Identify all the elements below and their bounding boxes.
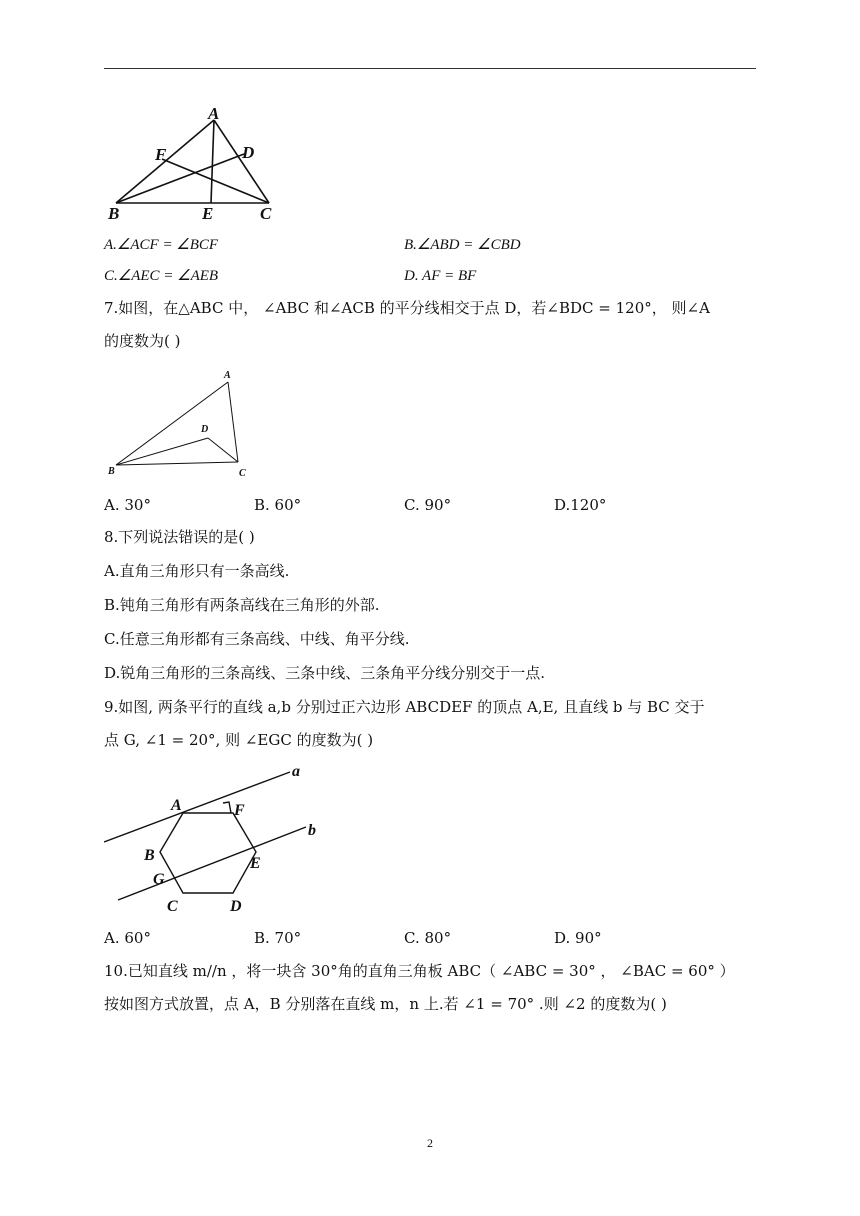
q10-stem-line2: 按如图方式放置，点 A，B 分别落在直线 m，n 上.若 ∠1 = 70° .则 ∠2 的度数为( )	[104, 995, 667, 1013]
q8-stem: 8.下列说法错误的是( )	[104, 528, 255, 546]
q7-stem-line2: 的度数为( )	[104, 332, 181, 350]
fig1-label-C: C	[260, 204, 272, 223]
fig3-label-C: C	[167, 898, 178, 915]
fig1-label-B: B	[108, 204, 120, 223]
fig1-label-E: E	[202, 204, 214, 223]
q6-option-a: A.∠ACF = ∠BCF	[104, 237, 219, 253]
q9-option-c: C. 80°	[404, 929, 452, 947]
page-number: 2	[427, 1136, 433, 1150]
fig3-label-A: A	[171, 797, 182, 814]
q7-option-a: A. 30°	[104, 496, 151, 514]
fig3-label-a: a	[292, 763, 300, 780]
q6-option-d: D. AF = BF	[404, 268, 477, 284]
q6-option-b: B.∠ABD = ∠CBD	[404, 237, 521, 253]
q8-option-c: C.任意三角形都有三条高线、中线、角平分线.	[104, 630, 410, 648]
q9-option-d: D. 90°	[554, 929, 602, 947]
q8-option-d: D.锐角三角形的三条高线、三条中线、三条角平分线分别交于一点.	[104, 664, 546, 682]
fig3-label-D: D	[230, 898, 242, 915]
fig2-label-B: B	[108, 466, 115, 477]
fig3-label-b: b	[308, 822, 316, 839]
fig1-label-D: D	[242, 143, 255, 162]
q9-stem-line2: 点 G, ∠1 = 20°, 则 ∠EGC 的度数为( )	[104, 731, 374, 749]
header-rule	[104, 68, 756, 69]
q8-option-b: B.钝角三角形有两条高线在三角形的外部.	[104, 596, 380, 614]
fig3-label-G: G	[153, 871, 165, 888]
fig2-label-C: C	[239, 468, 246, 479]
figure-triangle-cevians	[104, 100, 294, 225]
q9-stem-line1: 9.如图, 两条平行的直线 a,b 分别过正六边形 ABCDEF 的顶点 A,E, 且直线 b 与 BC 交于	[104, 698, 705, 716]
q6-option-c: C.∠AEC = ∠AEB	[104, 268, 219, 284]
fig3-label-E: E	[250, 855, 261, 872]
fig3-label-F: F	[234, 802, 245, 819]
q7-stem-line1: 7.如图，在△ABC 中， ∠ABC 和∠ACB 的平分线相交于点 D，若∠BDC = 120°， 则∠A	[104, 299, 710, 317]
figure-triangle-bisectors	[104, 366, 264, 482]
q7-option-c: C. 90°	[404, 496, 452, 514]
figure-hexagon-parallel-lines	[104, 762, 334, 917]
q7-option-b: B. 60°	[254, 496, 302, 514]
fig2-label-A: A	[224, 370, 231, 381]
q9-option-b: B. 70°	[254, 929, 302, 947]
q10-stem-line1: 10.已知直线 m//n ，将一块含 30°角的直角三角板 ABC（ ∠ABC = 30° ， ∠BAC = 60° ）	[104, 962, 735, 980]
q9-option-a: A. 60°	[104, 929, 151, 947]
q7-option-d: D.120°	[554, 496, 607, 514]
fig1-label-A: A	[208, 104, 220, 123]
fig2-label-D: D	[201, 424, 209, 435]
fig3-label-B: B	[144, 847, 155, 864]
fig1-label-F: F	[155, 145, 167, 164]
q8-option-a: A.直角三角形只有一条高线.	[104, 562, 290, 580]
